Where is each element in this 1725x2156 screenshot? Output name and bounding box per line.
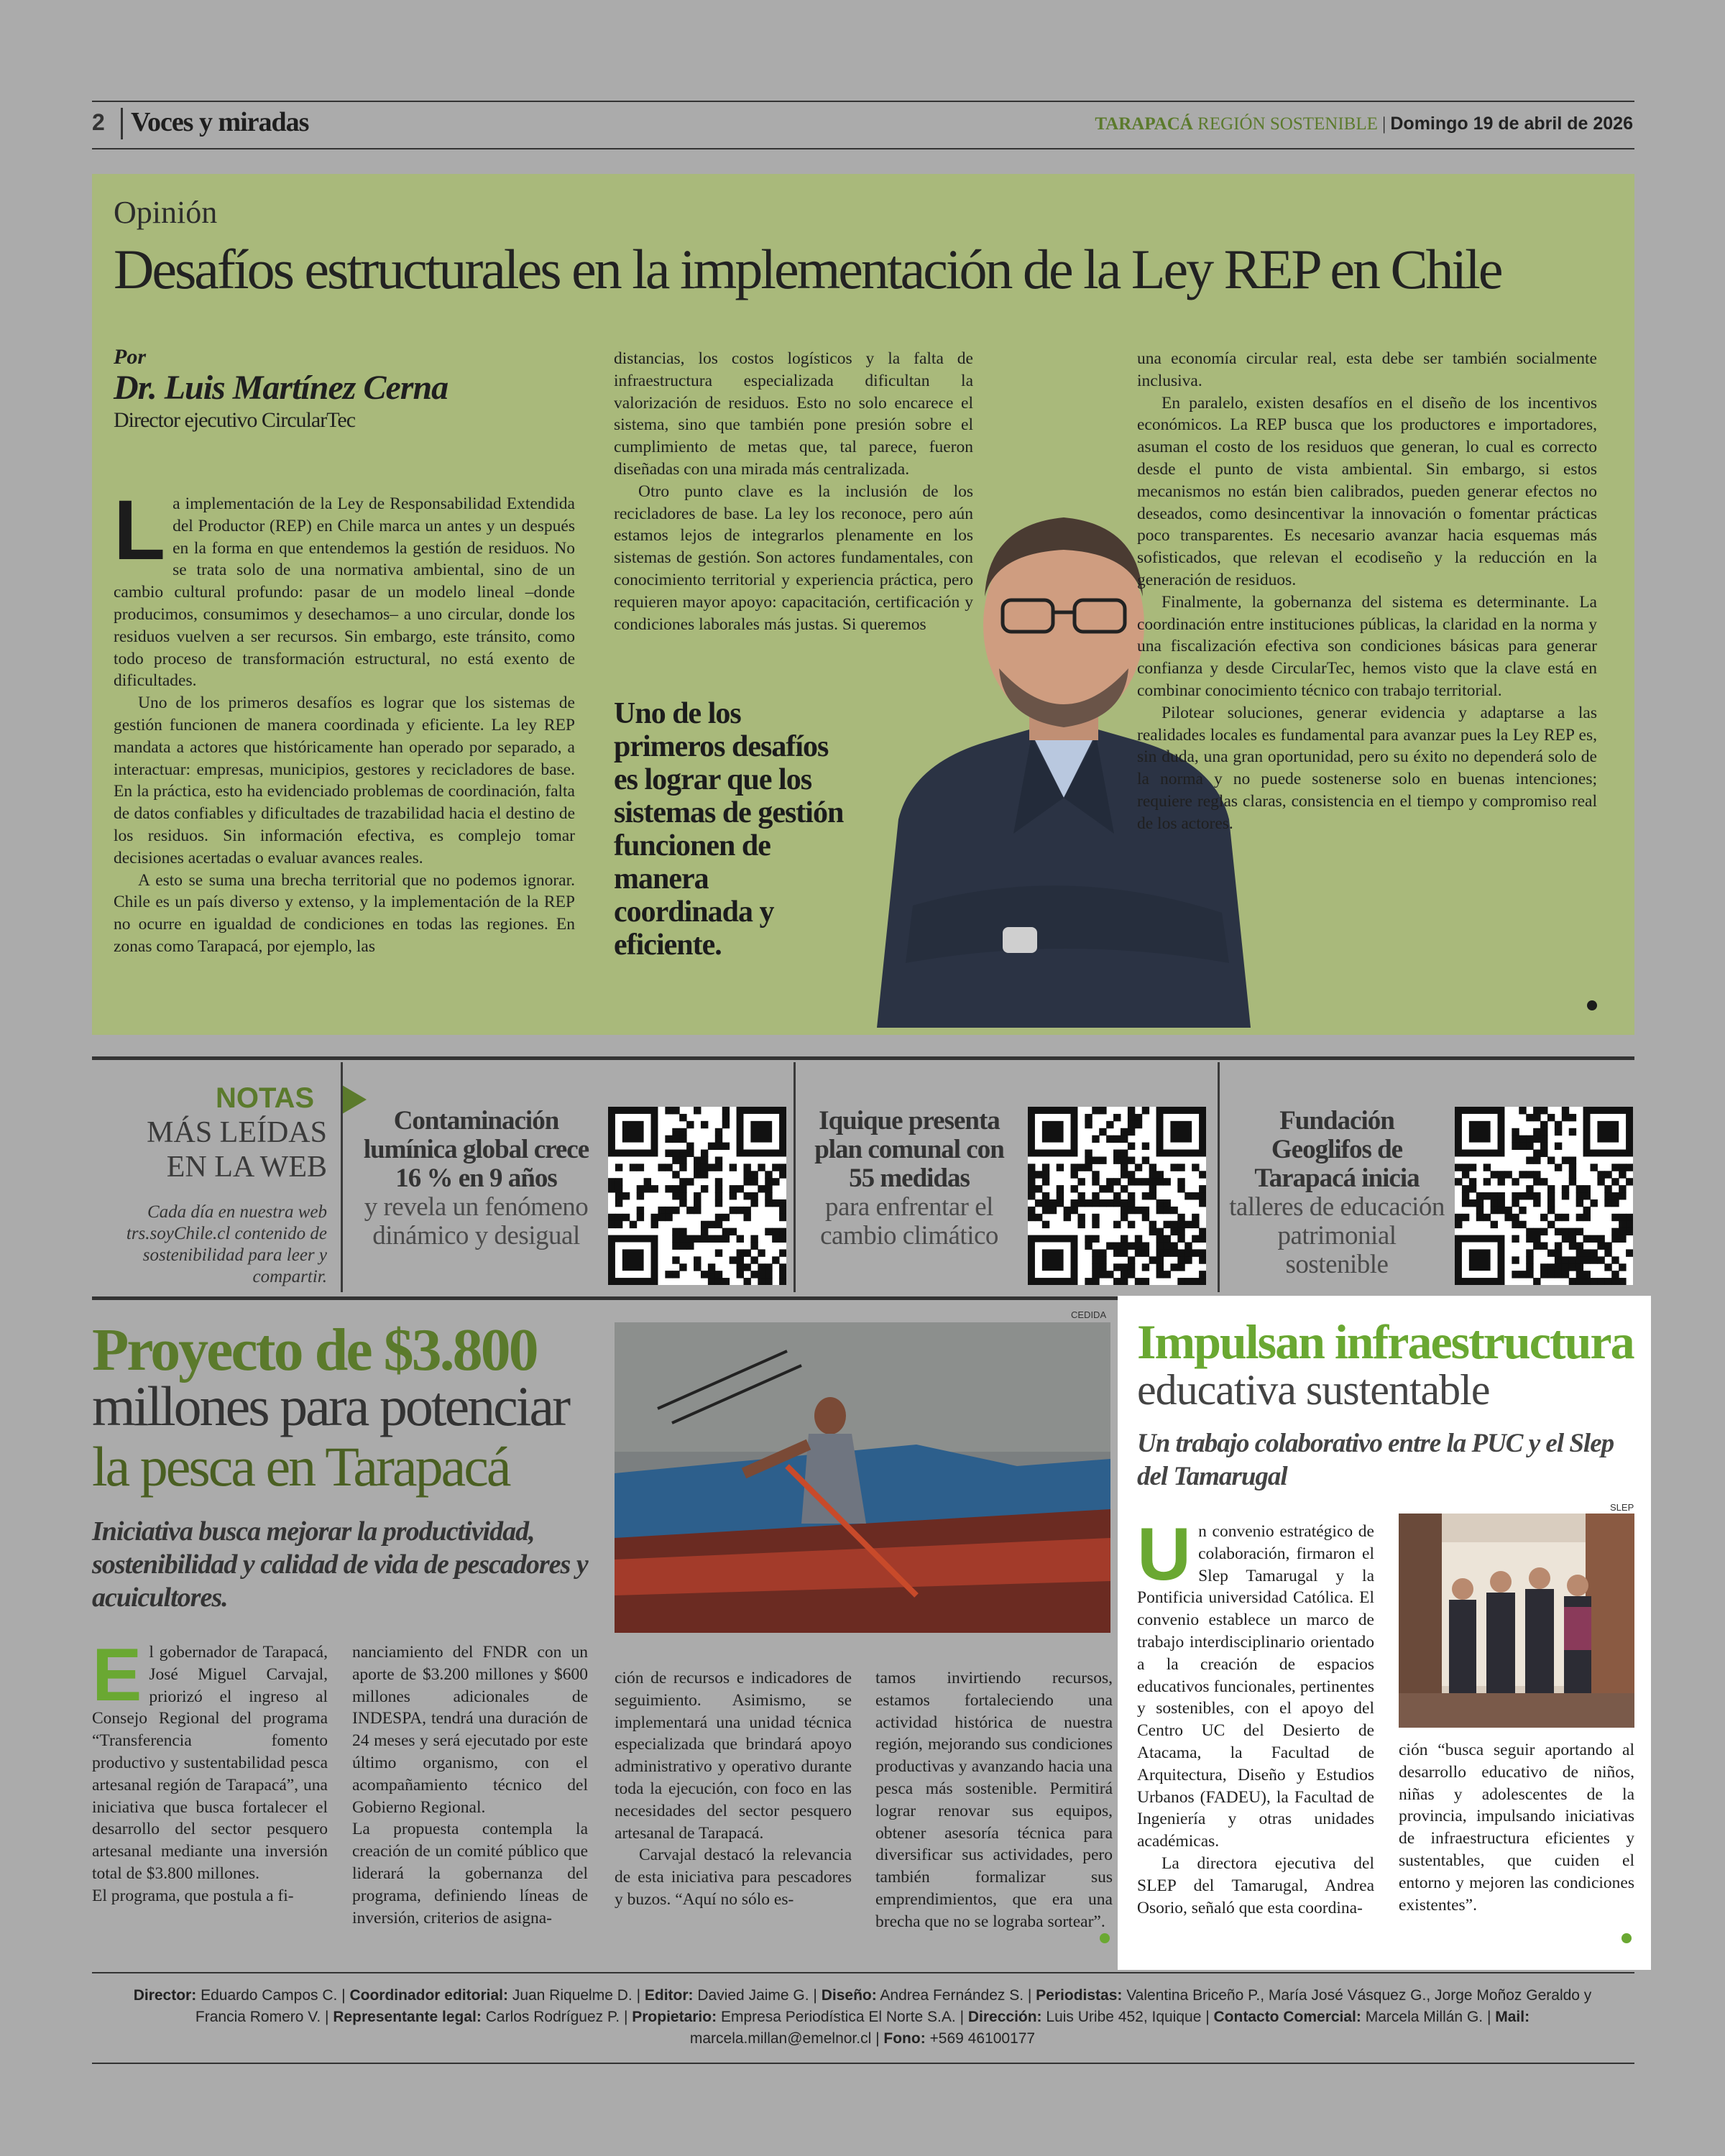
credit-key: Dirección:	[967, 2009, 1042, 2025]
byline-por: Por	[114, 345, 146, 369]
page-number: 2	[92, 109, 105, 135]
pesca-dek: Iniciativa busca mejorar la productividad, sostenibilidad y calidad de vida de pescadores y acuicultores.	[92, 1516, 588, 1613]
news-title: Contaminación lumínica global crece 16 % en 9 años	[363, 1106, 589, 1193]
credit-key: Fono:	[883, 2030, 926, 2047]
notas-title: NOTAS	[216, 1082, 315, 1114]
paragraph: El programa, que postula a fi-	[92, 1886, 294, 1905]
infra-title-line1: Impulsan infraestructura	[1137, 1314, 1634, 1369]
end-bullet	[1587, 1000, 1597, 1010]
paragraph: ción “busca seguir aportando al desarrollo educativo de niños, niñas y adolescentes de la provincia, impulsando iniciativas de infraestructura eficientes y sustentables, que cuiden el entorno y mejoren las condiciones existentes”.	[1399, 1741, 1634, 1915]
author-role: Director ejecutivo CircularTec	[114, 408, 356, 432]
credit-value: Carlos Rodríguez P.	[485, 2009, 620, 2025]
opinion-column-1	[114, 483, 575, 958]
paragraph: En paralelo, existen desafíos en el diseño de los incentivos económicos. La REP busca que los productores e importadores, asuman el costo de los residuos que generan, lo cual es correcto desde el punto de vista ambiental. Sin embargo, si estos mecanismos no están bien calibrados, pueden generar efectos no deseados, como desincentivar la innovación o fomentar prácticas poco transparentes. Es necesario avanzar hacia esquemas más sofisticados, que relevan el ecodiseño y la reducción en la generación de residuos.	[1137, 393, 1597, 589]
footer-top-rule	[92, 1972, 1634, 1973]
credit-value: Empresa Periodística El Norte S.A.	[720, 2009, 956, 2025]
news-item[interactable]	[1229, 1107, 1445, 1279]
dropcap: L	[114, 483, 166, 578]
section-title: Voces y miradas	[131, 107, 309, 137]
pesca-column-2	[352, 1641, 588, 1929]
opinion-column-3	[1137, 348, 1597, 835]
news-title: Iquique presenta plan comunal con 55 medidas	[814, 1106, 1004, 1193]
strip-bottom-rule	[92, 1296, 1120, 1300]
infra-title-line2: educativa sustentable	[1137, 1366, 1490, 1414]
strip-divider	[794, 1062, 796, 1292]
end-bullet	[1622, 1933, 1632, 1943]
footer-bottom-rule	[92, 2063, 1634, 2064]
pesca-column-1	[92, 1634, 328, 1907]
issue-date: Domingo 19 de abril de 2026	[1390, 114, 1633, 134]
credit-key: Mail:	[1495, 2009, 1530, 2025]
pesca-title-line1: Proyecto de $3.800	[92, 1317, 537, 1383]
credit-key: Contacto Comercial:	[1213, 2009, 1361, 2025]
credit-value: Davied Jaime G.	[697, 1987, 809, 2004]
credit-key: Diseño:	[821, 1987, 877, 2004]
strip-divider	[341, 1062, 343, 1292]
masthead-credits: Director: Eduardo Campos C. | Coordinador editorial: Juan Riquelme D. | Editor: Davied Jaime G. | Diseño: Andrea Fernández S. | Periodistas: Valentina Briceño P., María José Vásquez G., Jorge Moñoz Geraldo y Francia Romero V. | Representante legal: Carlos Rodríguez P. | Propietario: Empresa Periodística El Norte S.A. | Dirección: Luis Uribe 452, Iquique | Contacto Comercial: Marcela Millán G. | Mail: marcela.millan@emelnor.cl | Fono: +569 46100177	[133, 1987, 1592, 2047]
paragraph: A esto se suma una brecha territorial que no podemos ignorar. Chile es un país diverso y extenso, y la implementación de la REP no ocurre en igualdad de condiciones en todas las regiones. En zonas como Tarapacá, por ejemplo, las	[114, 870, 575, 956]
dropcap: E	[92, 1634, 142, 1717]
brand-date: TARAPACÁ REGIÓN SOSTENIBLE | Domingo 19 de abril de 2026	[1095, 114, 1633, 134]
top-rule	[92, 101, 1634, 102]
dropcap: U	[1137, 1513, 1192, 1596]
credit-value: marcela.millan@emelnor.cl	[689, 2030, 872, 2047]
news-title: Fundación Geoglifos de Tarapacá inicia	[1254, 1106, 1420, 1193]
strip-top-rule	[92, 1056, 1634, 1060]
credit-value: Valentina Briceño P., María José Vásquez G., Jorge Moñoz Geraldo y Francia Romero V.	[195, 1987, 1592, 2025]
header-bottom-rule	[92, 148, 1634, 149]
paragraph: Carvajal destacó la relevancia de esta iniciativa para pescadores y buzos. “Aquí no sólo es-	[615, 1846, 852, 1909]
strip-divider	[1218, 1062, 1220, 1292]
pesca-column-3	[615, 1667, 852, 1911]
paragraph: Uno de los primeros desafíos es lograr que los sistemas de gestión funcionen de manera coordinada y eficiente. La ley REP mandata a actores que históricamente han operado por separado, a interactuar: empresas, municipios, gestores y recicladores de base. En la práctica, esto ha evidenciado problemas de coordinación, falta de datos confiables y dificultades de trazabilidad hacia el destino de los residuos. Sin información efectiva, es complejo tomar decisiones acertadas o evaluar avances reales.	[114, 694, 575, 867]
paragraph: nanciamiento del FNDR con un aporte de $3.200 millones y $600 millones adicionales de INDESPA, tendrá una duración de 24 meses y será ejecutado por este último organismo, con el acompañamiento técnico del Gobierno Regional.	[352, 1643, 588, 1817]
news-subtitle: y revela un fenómeno dinámico y desigual	[364, 1192, 589, 1250]
notas-description: Cada día en nuestra web trs.soyChile.cl contenido de sostenibilidad para leer y compartir.	[126, 1202, 327, 1286]
credit-key: Coordinador editorial:	[349, 1987, 508, 2004]
brand-sub: REGIÓN SOSTENIBLE	[1197, 114, 1378, 134]
opinion-headline: Desafíos estructurales en la implementación de la Ley REP en Chile	[114, 238, 1501, 300]
pesca-column-4	[875, 1667, 1113, 1933]
qr-code[interactable]	[1028, 1107, 1206, 1285]
credit-value: +569 46100177	[929, 2030, 1036, 2047]
credit-value: Andrea Fernández S.	[880, 1987, 1024, 2004]
brand-title: TARAPACÁ	[1095, 114, 1193, 134]
fishing-photo	[615, 1322, 1110, 1633]
paragraph: Pilotear soluciones, generar evidencia y adaptarse a las realidades locales es fundamental para avanzar pues la Ley REP es, sin duda, una gran oportunidad, pero su éxito no dependerá solo de la norma y no puede sostenerse solo en buenas intenciones; requiere reglas claras, consistencia en el tiempo y compromiso real de los actores.	[1137, 703, 1597, 833]
credit-key: Representante legal:	[333, 2009, 482, 2025]
photo-credit: CEDIDA	[1071, 1309, 1107, 1320]
pesca-title-line2: millones para potenciar	[92, 1375, 569, 1437]
pesca-title-line3: la pesca en Tarapacá	[92, 1435, 510, 1498]
credit-key: Editor:	[644, 1987, 694, 2004]
credit-value: Luis Uribe 452, Iquique	[1046, 2009, 1202, 2025]
paragraph: n convenio estratégico de colaboración, firmaron el Slep Tamarugal y la Pontificia universidad Católica. El convenio establece un marco de trabajo interdisciplinario orientado a la creación de espacios educativos funcionales, pertinentes y sostenibles, con el apoyo del Centro UC del Desierto de Atacama, la Facultad de Arquitectura, Diseño y Estudios Urbanos (FADEU), la Facultad de Ingeniería y otras unidades académicas.	[1137, 1522, 1374, 1851]
paragraph: una economía circular real, esta debe ser también socialmente inclusiva.	[1137, 349, 1597, 390]
credit-key: Director:	[133, 1987, 197, 2004]
paragraph: Otro punto clave es la inclusión de los recicladores de base. La ley los reconoce, pero aún estamos lejos de integrarlos plenamente en los sistemas de gestión. Son actores fundamentales, con conocimiento territorial y experiencia práctica, pero requieren mayor apoyo: capacitación, certificación y condiciones laborales más justas. Si queremos	[614, 482, 973, 634]
paragraph: tamos invirtiendo recursos, estamos fortaleciendo una actividad histórica de nuestra región, mejorando sus condiciones productivas y avanzando hacia una pesca más sostenible. Permitirá lograr renovar sus equipos, obtener asesoría técnica para diversificar sus actividades, pero también formalizar sus emprendimientos, que era una brecha que no se lograba sortear”.	[875, 1669, 1113, 1931]
author-name: Dr. Luis Martínez Cerna	[114, 369, 448, 407]
qr-code[interactable]	[608, 1107, 786, 1285]
header-separator	[121, 108, 123, 139]
credit-value: Juan Riquelme D.	[512, 1987, 632, 2004]
qr-code[interactable]	[1455, 1107, 1633, 1285]
paragraph: l gobernador de Tarapacá, José Miguel Carvajal, priorizó el ingreso al Consejo Regional del programa “Transferencia fomento productivo y sustentabilidad pesca artesanal región de Tarapacá”, una iniciativa que busca fortalecer el desarrollo del sector pesquero artesanal mediante una inversión total de $3.800 millones.	[92, 1643, 328, 1883]
notas-subtitle: MÁS LEÍDAS EN LA WEB	[147, 1116, 327, 1184]
end-bullet	[1100, 1933, 1110, 1943]
news-subtitle: talleres de educación patrimonial sostenible	[1229, 1192, 1445, 1279]
news-subtitle: para enfrentar el cambio climático	[820, 1192, 998, 1250]
opinion-kicker: Opinión	[114, 195, 218, 230]
news-item[interactable]	[799, 1107, 1019, 1250]
news-item[interactable]	[352, 1107, 600, 1250]
paragraph: La propuesta contempla la creación de un comité público que liderará la gobernanza del programa, definiendo líneas de inversión, criterios de asigna-	[352, 1820, 588, 1927]
credit-key: Periodistas:	[1036, 1987, 1123, 2004]
infra-dek: Un trabajo colaborativo entre la PUC y el Slep del Tamarugal	[1137, 1429, 1614, 1491]
infra-column-1	[1137, 1513, 1374, 1919]
paragraph: La directora ejecutiva del SLEP del Tamarugal, Andrea Osorio, señaló que esta coordina-	[1137, 1853, 1374, 1917]
slep-photo	[1399, 1514, 1634, 1728]
photo-credit: SLEP	[1610, 1502, 1634, 1513]
credit-key: Propietario:	[632, 2009, 717, 2025]
infra-column-2	[1399, 1739, 1634, 1916]
paragraph: a implementación de la Ley de Responsabilidad Extendida del Productor (REP) en Chile marca un antes y un después en la forma en que entendemos la gestión de residuos. No se trata solo de una normativa ambiental, sino de un cambio cultural profundo: pasar de un modelo lineal –donde producimos, consumimos y desechamos– a uno circular, donde los residuos vuelven a ser recursos. Sin embargo, este tránsito, como todo proceso de transformación estructural, no está exento de dificultades.	[114, 494, 575, 691]
credit-value: Eduardo Campos C.	[201, 1987, 338, 2004]
paragraph: ción de recursos e indicadores de seguimiento. Asimismo, se implementará una unidad técnica especializada que brindará apoyo administrativo y operativo durante toda la ejecución, con foco en las necesidades del sector pesquero artesanal de Tarapacá.	[615, 1669, 852, 1843]
paragraph: Finalmente, la gobernanza del sistema es determinante. La coordinación entre instituciones públicas, la claridad en la norma y una fiscalización efectiva son condiciones básicas para generar confianza y desde CircularTec, hemos visto que la clave está en combinar conocimiento técnico con trabajo territorial.	[1137, 592, 1597, 700]
pull-quote: Uno de los primeros desafíos es lograr que los sistemas de gestión funcionen de manera coordinada y eficiente.	[614, 697, 844, 962]
credit-value: Marcela Millán G.	[1365, 2009, 1484, 2025]
paragraph: distancias, los costos logísticos y la falta de infraestructura especializada dificultan la valorización de residuos. Esto no solo encarece el sistema, sino que también pone presión sobre el cumplimiento de metas que, tal parece, fueron diseñadas con una mirada más centralizada.	[614, 349, 973, 479]
